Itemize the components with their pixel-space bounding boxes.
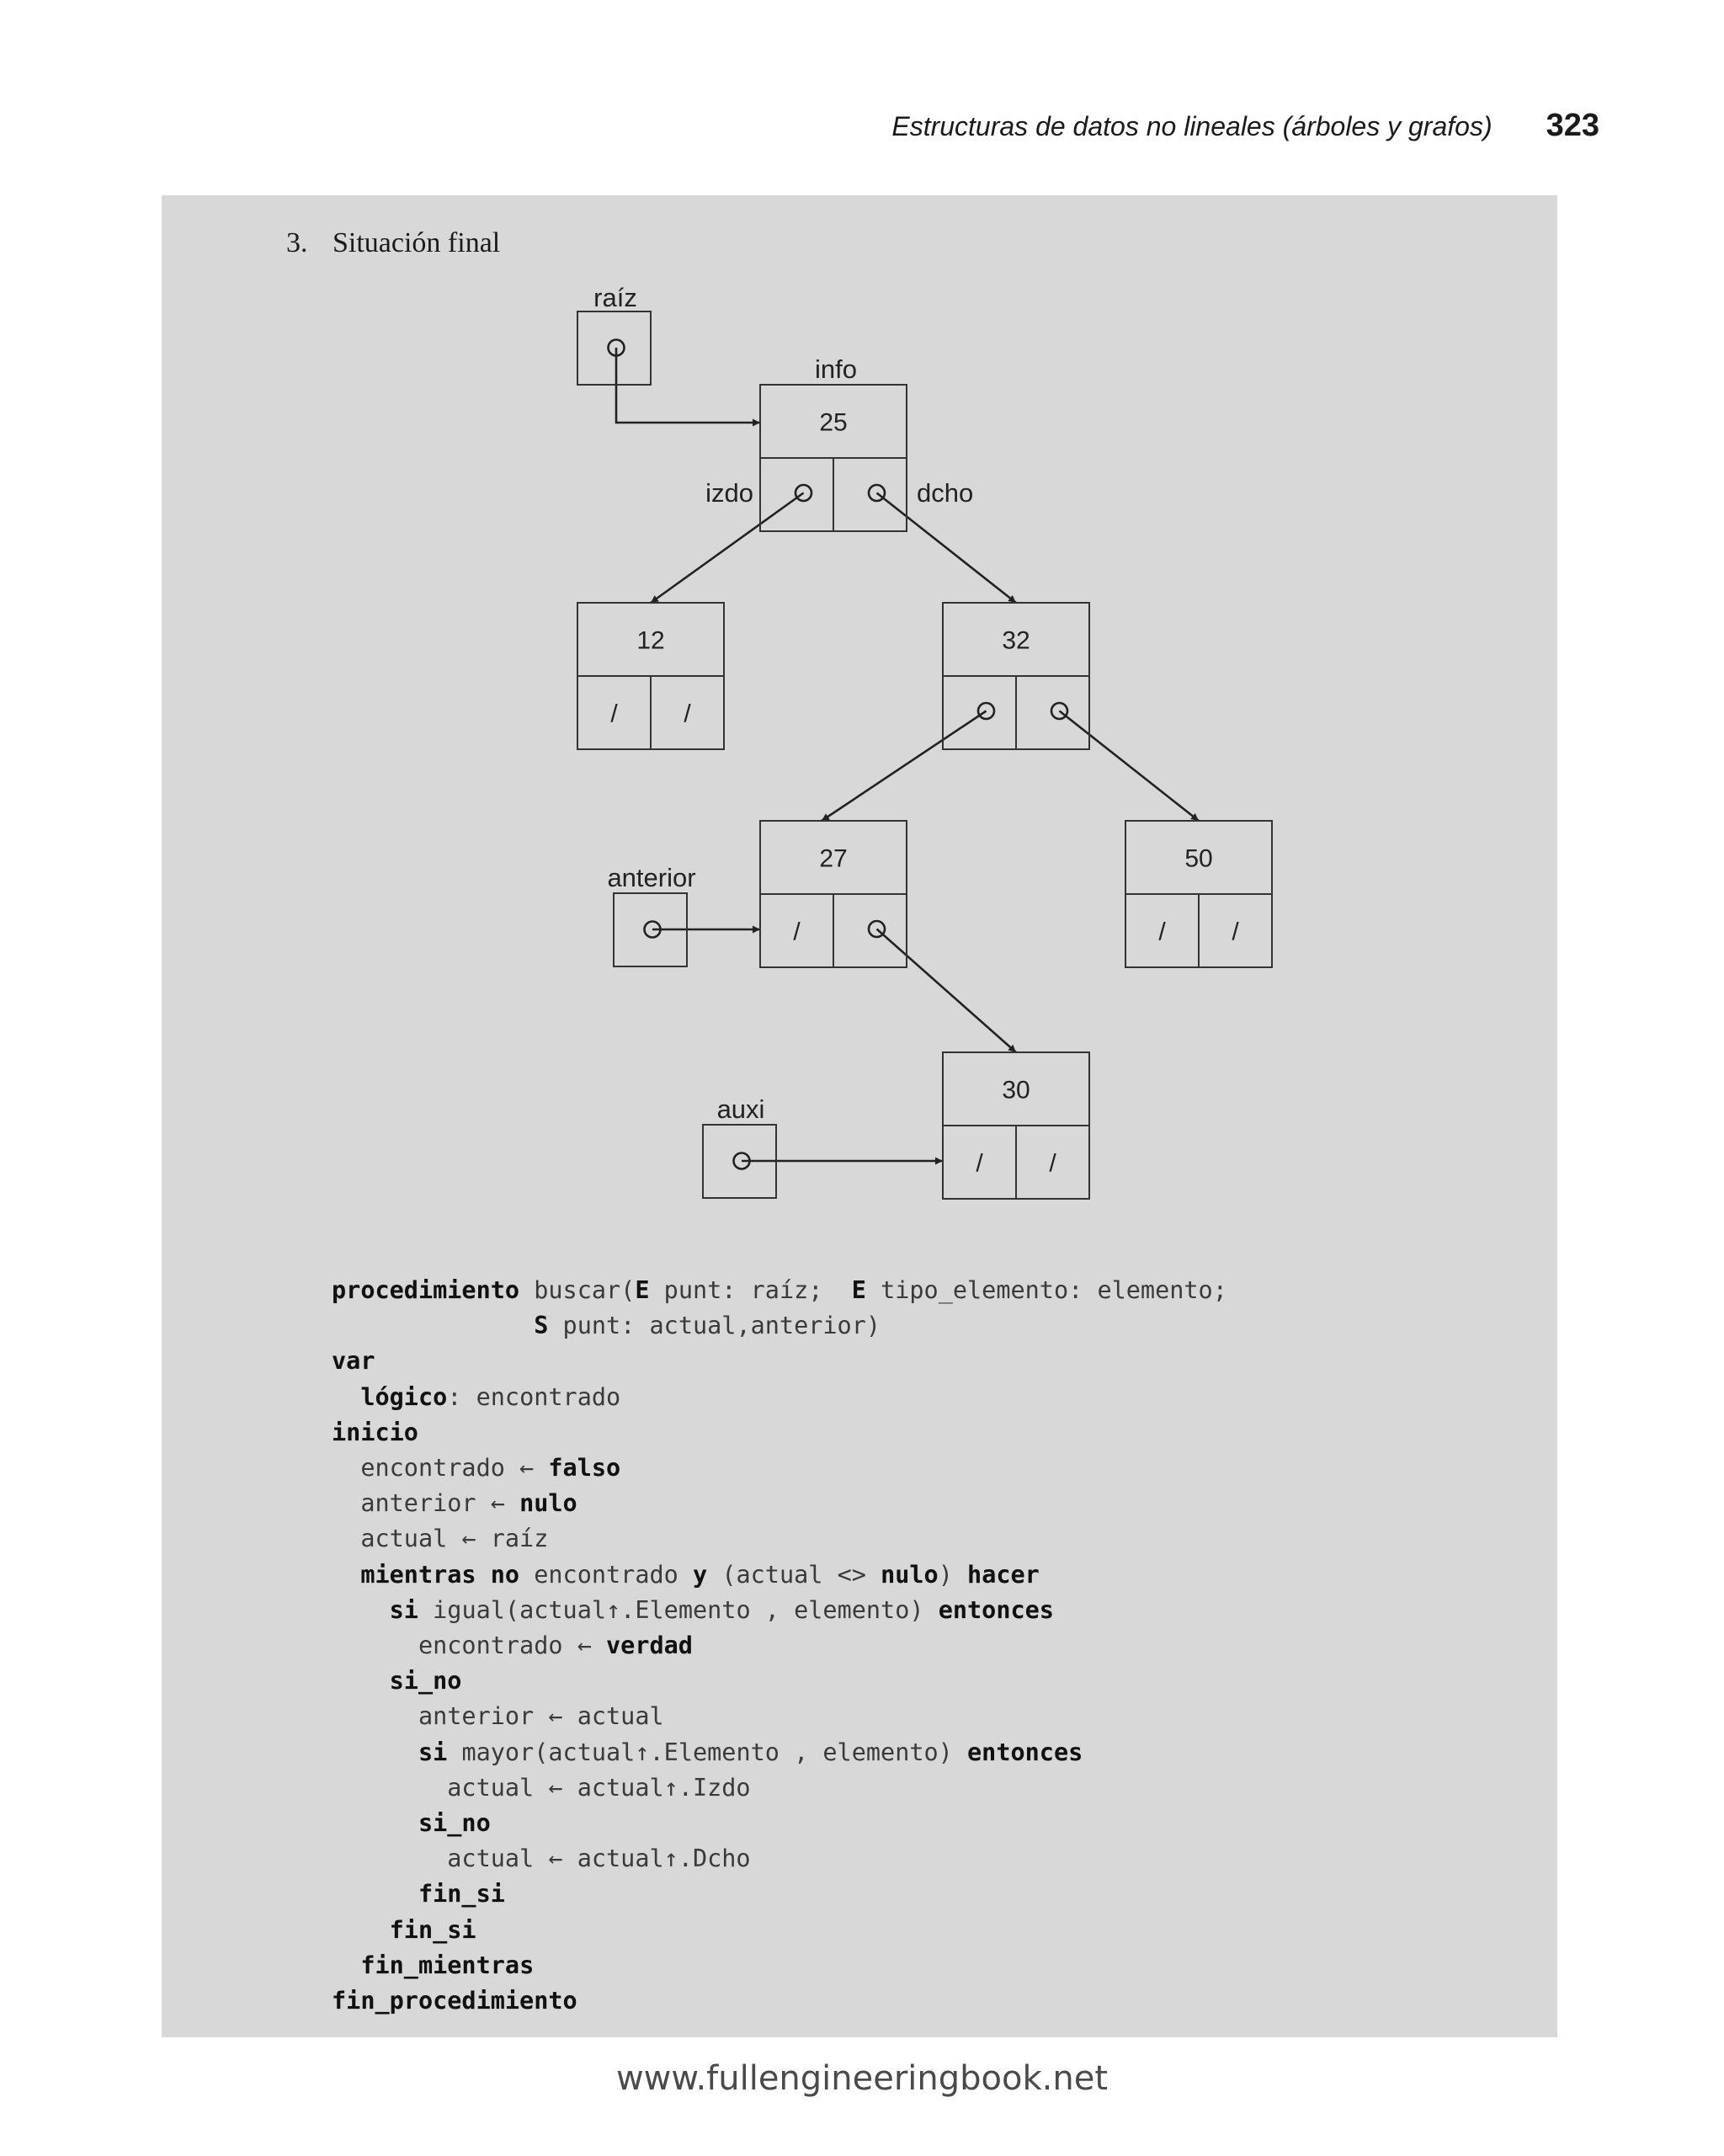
null-pointer-left: / bbox=[976, 1149, 983, 1178]
node-info-value: 32 bbox=[1002, 626, 1030, 655]
edge-32-left-to-27 bbox=[822, 711, 987, 822]
tree-nodes bbox=[577, 311, 1272, 1199]
label-info: info bbox=[815, 354, 857, 384]
label-izdo: izdo bbox=[705, 478, 753, 508]
code-text: punt: actual,anterior) bbox=[548, 1312, 881, 1340]
code-text: anterior ← bbox=[332, 1489, 520, 1518]
code-keyword: lógico bbox=[360, 1382, 448, 1411]
null-pointer-right: / bbox=[684, 700, 691, 728]
code-line bbox=[332, 1880, 505, 1908]
code-keyword: falso bbox=[548, 1454, 621, 1483]
code-keyword: E bbox=[851, 1276, 866, 1304]
code-line bbox=[332, 1489, 577, 1517]
code-line bbox=[332, 1347, 375, 1375]
code-keyword: procedimiento bbox=[332, 1276, 520, 1304]
section-title: Situación final bbox=[333, 227, 501, 258]
code-text: encontrado ← bbox=[332, 1632, 607, 1660]
code-text: : encontrado bbox=[447, 1382, 621, 1411]
code-line bbox=[332, 1312, 881, 1339]
code-text bbox=[332, 1667, 390, 1695]
code-text bbox=[332, 1596, 390, 1624]
code-text bbox=[332, 1738, 418, 1766]
code-keyword: E bbox=[635, 1276, 650, 1304]
code-line bbox=[332, 1383, 620, 1411]
code-text bbox=[332, 1312, 534, 1339]
code-keyword: var bbox=[332, 1347, 375, 1376]
page-number: 323 bbox=[1546, 108, 1599, 143]
label-anterior: anterior bbox=[607, 863, 696, 892]
code-text bbox=[332, 1951, 360, 1979]
null-pointer-right: / bbox=[1049, 1149, 1056, 1178]
node-info-value: 50 bbox=[1184, 844, 1213, 873]
code-line bbox=[332, 1276, 1227, 1304]
code-text: punt: raíz; bbox=[649, 1276, 852, 1304]
running-title: Estructuras de datos no lineales (árboles y grafos) bbox=[891, 111, 1493, 141]
code-keyword: si_no bbox=[418, 1809, 491, 1838]
code-line bbox=[332, 1916, 476, 1944]
code-line bbox=[332, 1845, 751, 1872]
label-raiz: raíz bbox=[593, 283, 637, 312]
code-line bbox=[332, 1525, 548, 1552]
code-text: buscar( bbox=[519, 1276, 636, 1304]
code-text: ) bbox=[938, 1560, 968, 1589]
null-pointer-left: / bbox=[1158, 918, 1166, 946]
code-line bbox=[332, 1419, 418, 1446]
code-keyword: y bbox=[692, 1560, 708, 1589]
code-line bbox=[332, 1987, 577, 2015]
code-keyword: fin_si bbox=[389, 1915, 476, 1944]
code-text bbox=[332, 1561, 360, 1589]
node-info-value: 27 bbox=[819, 844, 848, 873]
code-text: tipo_elemento: elemento; bbox=[865, 1276, 1227, 1304]
null-pointer-right: / bbox=[1232, 918, 1239, 946]
code-line bbox=[332, 1596, 1054, 1624]
code-line bbox=[332, 1738, 1083, 1766]
edge-25-left-to-12 bbox=[651, 493, 804, 604]
footer-url: www.fullengineeringbook.net bbox=[615, 2059, 1109, 2098]
node-info-value: 30 bbox=[1002, 1076, 1030, 1105]
code-keyword: si bbox=[418, 1738, 448, 1766]
code-line bbox=[332, 1809, 491, 1837]
code-text: mayor(actual↑.Elemento , elemento) bbox=[447, 1738, 967, 1766]
tree-node-50 bbox=[1125, 821, 1272, 967]
code-keyword: si bbox=[389, 1595, 418, 1624]
code-keyword: nulo bbox=[519, 1489, 577, 1518]
code-keyword: S bbox=[534, 1312, 549, 1340]
code-text: encontrado ← bbox=[332, 1454, 549, 1483]
code-text: actual ← actual↑.Izdo bbox=[332, 1773, 751, 1802]
label-auxi: auxi bbox=[716, 1094, 765, 1124]
code-text bbox=[332, 1809, 418, 1837]
null-pointer-left: / bbox=[793, 918, 801, 946]
code-text: encontrado bbox=[519, 1560, 693, 1589]
node-info-value: 25 bbox=[819, 408, 848, 437]
code-line bbox=[332, 1454, 620, 1482]
code-keyword: fin_procedimiento bbox=[332, 1987, 577, 2015]
code-line bbox=[332, 1667, 461, 1695]
tree-node-32 bbox=[943, 603, 1089, 749]
code-text: actual ← actual↑.Dcho bbox=[332, 1845, 751, 1873]
code-keyword: fin_si bbox=[418, 1880, 505, 1908]
node-info-value: 12 bbox=[636, 626, 665, 655]
code-keyword: nulo bbox=[881, 1560, 939, 1589]
code-line bbox=[332, 1951, 534, 1979]
code-keyword: inicio bbox=[332, 1418, 418, 1446]
code-text: (actual <> bbox=[707, 1560, 881, 1589]
code-text: igual(actual↑.Elemento , elemento) bbox=[418, 1595, 939, 1624]
code-text bbox=[332, 1880, 418, 1908]
pointer-box bbox=[577, 311, 651, 385]
code-line bbox=[332, 1702, 664, 1730]
code-keyword: si_no bbox=[389, 1667, 462, 1696]
tree-node-12 bbox=[577, 603, 724, 749]
code-text bbox=[332, 1916, 390, 1944]
code-text: anterior ← actual bbox=[332, 1702, 664, 1731]
code-line bbox=[332, 1632, 693, 1659]
code-text: actual ← raíz bbox=[332, 1525, 549, 1553]
section-number: 3. bbox=[286, 227, 308, 258]
pseudocode-block bbox=[332, 1273, 1227, 2019]
code-line bbox=[332, 1774, 751, 1802]
code-keyword: verdad bbox=[606, 1632, 693, 1660]
code-keyword: fin_mientras bbox=[360, 1951, 535, 1979]
code-line bbox=[332, 1561, 1040, 1589]
tree-node-27 bbox=[760, 821, 907, 967]
code-keyword: entonces bbox=[967, 1738, 1083, 1766]
label-dcho: dcho bbox=[917, 478, 974, 508]
pointer-raiz bbox=[577, 311, 651, 385]
tree-node-30 bbox=[943, 1052, 1089, 1199]
code-keyword: entonces bbox=[938, 1595, 1054, 1624]
edge-27-right-to-30 bbox=[877, 929, 1017, 1053]
code-keyword: hacer bbox=[967, 1560, 1040, 1589]
edge-32-right-to-50 bbox=[1060, 711, 1200, 822]
code-text bbox=[332, 1383, 360, 1411]
code-keyword: mientras no bbox=[360, 1560, 520, 1589]
null-pointer-left: / bbox=[610, 700, 618, 728]
edge-25-right-to-32 bbox=[877, 493, 1017, 604]
